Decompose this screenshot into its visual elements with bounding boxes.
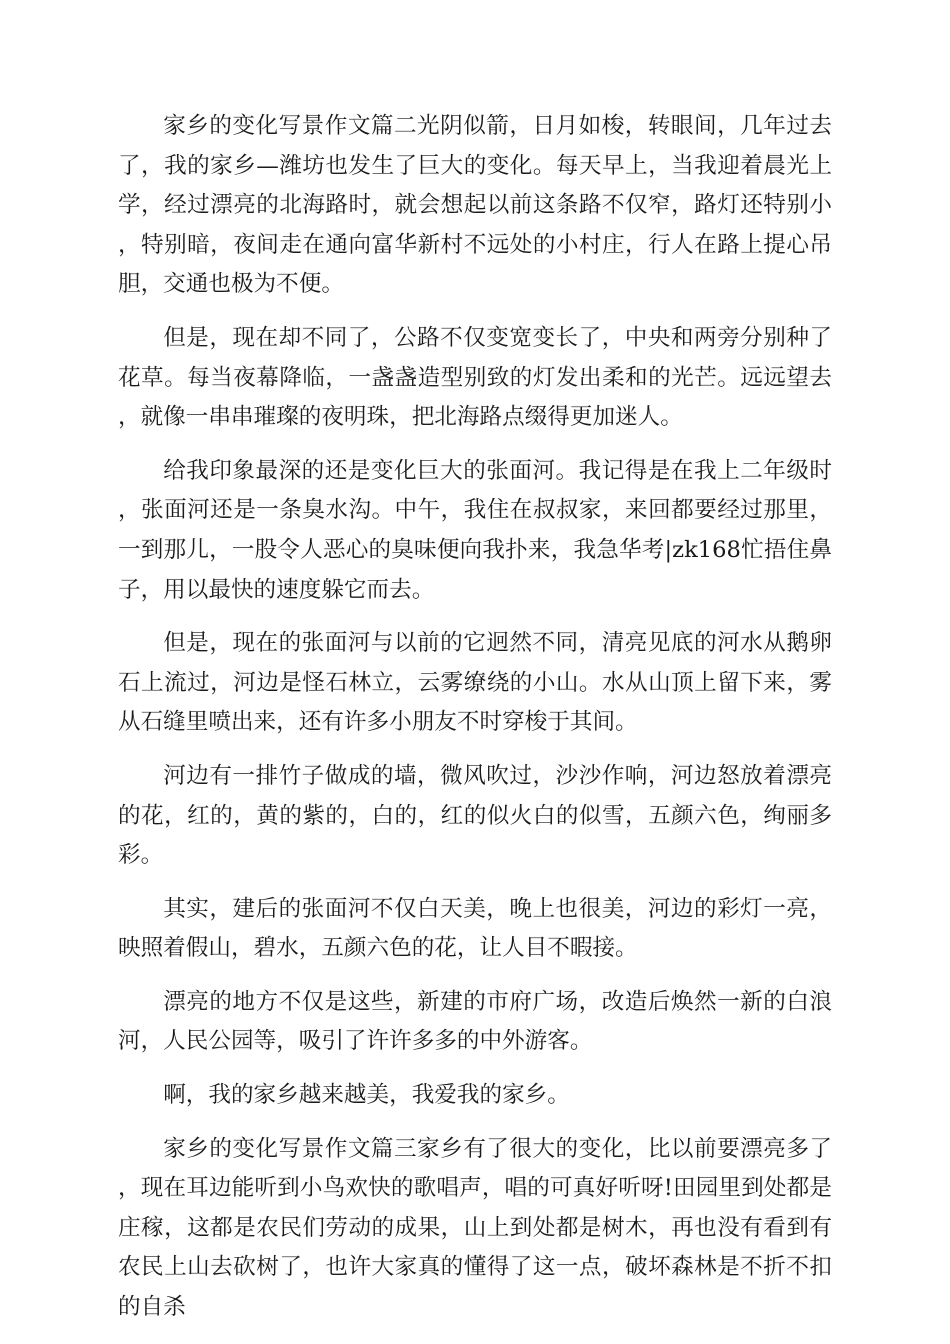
paragraph: 但是，现在的张面河与以前的它迥然不同，清亮见底的河水从鹅卵石上流过，河边是怪石林立，云雾缭绕的小山。水从山顶上留下来，雾从石缝里喷出来，还有许多小朋友不时穿梭于其间。 bbox=[118, 630, 832, 736]
paragraph: 其实，建后的张面河不仅白天美，晚上也很美，河边的彩灯一亮，映照着假山，碧水，五颜六色的花，让人目不暇接。 bbox=[118, 895, 832, 962]
paragraph: 但是，现在却不同了，公路不仅变宽变长了，中央和两旁分别种了花草。每当夜幕降临，一盏盏造型别致的灯发出柔和的光芒。远远望去，就像一串串璀璨的夜明珠，把北海路点缀得更加迷人。 bbox=[118, 324, 832, 431]
paragraph: 给我印象最深的还是变化巨大的张面河。我记得是在我上二年级时，张面河还是一条臭水沟。中午，我住在叔叔家，来回都要经过那里，一到那儿，一股令人恶心的臭味便向我扑来，我急华考|zk168忙捂住鼻子，用以最快的速度躲它而去。 bbox=[118, 457, 832, 603]
paragraph: 啊，我的家乡越来越美，我爱我的家乡。 bbox=[163, 1082, 570, 1109]
paragraph: 家乡的变化写景作文篇二光阴似箭，日月如梭，转眼间，几年过去了，我的家乡—潍坊也发生了巨大的变化。每天早上，当我迎着晨光上学，经过漂亮的北海路时，就会想起以前这条路不仅窄，路灯还特别小，特别暗，夜间走在通向富华新村不远处的小村庄，行人在路上提心吊胆，交通也极为不便。 bbox=[118, 113, 832, 298]
paragraph: 漂亮的地方不仅是这些，新建的市府广场，改造后焕然一新的白浪河，人民公园等，吸引了许许多多的中外游客。 bbox=[118, 988, 832, 1055]
paragraph: 家乡的变化写景作文篇三家乡有了很大的变化，比以前要漂亮多了，现在耳边能听到小鸟欢快的歌唱声，唱的可真好听呀!田园里到处都是庄稼，这都是农民们劳动的成果，山上到处都是树木，再也没有看到有农民上山去砍树了，也许大家真的懂得了这一点，破坏森林是不折不扣的自杀 bbox=[118, 1135, 832, 1321]
document-body bbox=[118, 107, 832, 1342]
paragraph: 河边有一排竹子做成的墙，微风吹过，沙沙作响，河边怒放着漂亮的花，红的，黄的紫的，白的，红的似火白的似雪，五颜六色，绚丽多彩。 bbox=[118, 762, 832, 869]
